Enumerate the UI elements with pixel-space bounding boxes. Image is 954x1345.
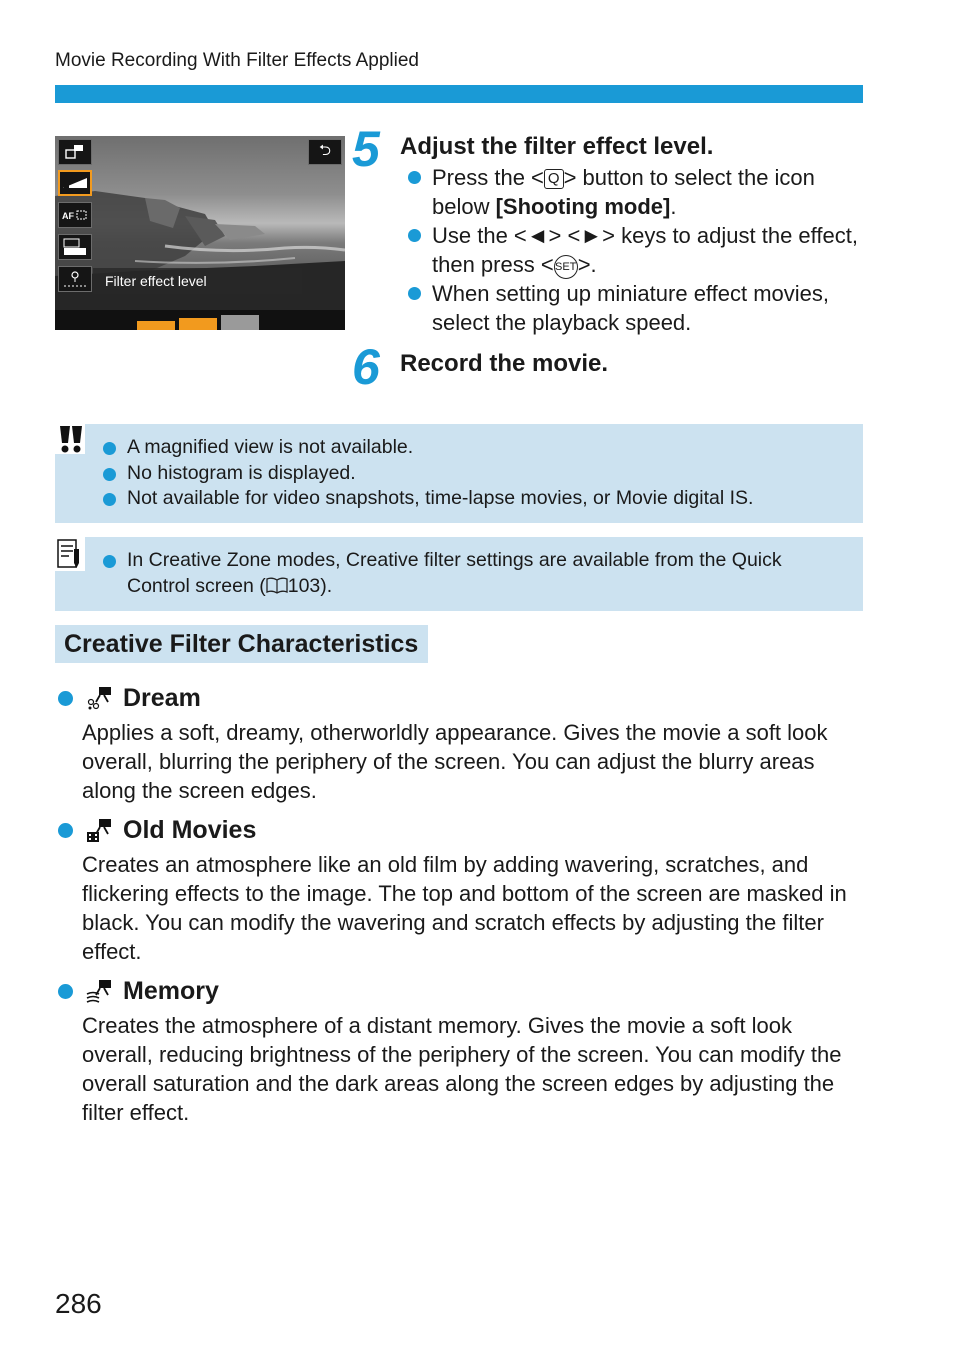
bullet-icon (408, 287, 421, 300)
list-item: No histogram is displayed. (127, 461, 843, 487)
filter-title: Dream (123, 684, 201, 712)
caution-note (55, 424, 863, 523)
section-heading: Creative Filter Characteristics (55, 625, 428, 663)
bullet-icon (408, 229, 421, 242)
step-6-title: Record the movie. (400, 350, 609, 377)
list-item: When setting up miniature effect movies, select the playback speed. (406, 279, 876, 337)
coastline-photo (55, 136, 345, 330)
set-button-icon: SET (554, 255, 578, 279)
bullet-icon (58, 984, 73, 999)
list-item: In Creative Zone modes, Creative filter settings are available from the Quick Control screen ( 103). (127, 548, 843, 599)
caution-list (127, 435, 843, 512)
filter-memory (55, 976, 865, 1127)
list-item: A magnified view is not available. (127, 435, 843, 461)
old-movies-icon (85, 817, 115, 843)
movie-quality-icon[interactable] (58, 234, 92, 260)
step-5-number: 5 (352, 121, 380, 177)
step-5-bullets (406, 163, 876, 337)
bullet-icon (408, 171, 421, 184)
svg-text:AF: AF (62, 211, 74, 221)
list-item: Not available for video snapshots, time-lapse movies, or Movie digital IS. (127, 486, 843, 512)
memo-icon (55, 537, 87, 573)
filter-description: Creates an atmosphere like an old film by adding wavering, scratches, and flickering effects to the image. The top and bottom of the screen are masked in black. You can modify the wavering and scratch effects by adjusting the filter effect. (82, 852, 847, 964)
memory-movie-icon (85, 978, 115, 1004)
running-head: Movie Recording With Filter Effects Applied (55, 50, 419, 71)
filter-description: Creates the atmosphere of a distant memory. Gives the movie a soft look overall, reducing brightness of the periphery of the screen. You can modify the overall saturation and the dark areas along the screen edges by adjusting the filter effect. (82, 1013, 842, 1125)
filter-title: Memory (123, 977, 219, 1005)
filter-title: Old Movies (123, 816, 257, 844)
filter-dream (55, 683, 865, 805)
memo-list (127, 548, 843, 599)
bullet-icon (58, 691, 73, 706)
filter-description: Applies a soft, dreamy, otherworldly appearance. Gives the movie a soft look overall, blurring the periphery of the screen. You can adjust the blurry areas along the screen edges. (82, 720, 828, 803)
step-5-title: Adjust the filter effect level. (400, 133, 714, 160)
header-rule (55, 85, 863, 103)
microphone-level-icon[interactable] (58, 266, 92, 292)
filter-effect-level-label: Filter effect level (93, 268, 302, 294)
list-item: Press the < Q > button to select the icon below [Shooting mode]. (406, 163, 876, 221)
level-segment (221, 315, 259, 330)
quick-control-button-icon: Q (544, 169, 564, 189)
level-segment (137, 321, 175, 330)
filter-old-movies (55, 815, 865, 966)
page-number: 286 (55, 1288, 102, 1319)
list-item: Use the <◄> <►> keys to adjust the effect, then press <SET>. (406, 221, 876, 279)
bullet-icon (58, 823, 73, 838)
af-method-icon[interactable] (58, 202, 92, 228)
bullet-icon (103, 442, 116, 455)
filter-mode-icon[interactable] (58, 139, 92, 165)
bullet-icon (103, 468, 116, 481)
dream-movie-icon (85, 685, 115, 711)
memo-note (55, 537, 863, 611)
caution-icon (53, 422, 93, 462)
level-segment (179, 318, 217, 330)
book-icon (266, 576, 288, 594)
bullet-icon (103, 493, 116, 506)
back-icon[interactable]: ⮌ (308, 139, 342, 165)
camera-screen (55, 136, 345, 330)
bullet-icon (103, 555, 116, 568)
filter-effect-level-icon[interactable] (58, 170, 92, 196)
step-6-number: 6 (352, 339, 380, 395)
effect-level-bar[interactable] (55, 310, 345, 330)
